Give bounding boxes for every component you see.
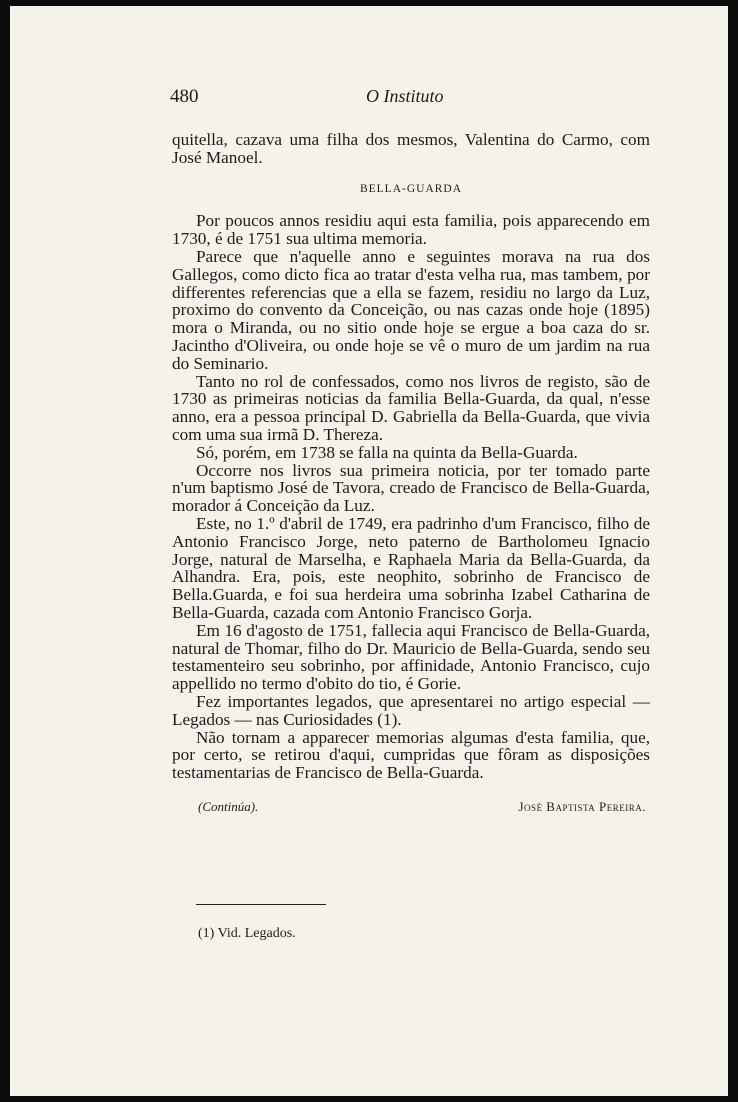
section-heading: BELLA-GUARDA — [359, 182, 463, 195]
body-text — [172, 131, 650, 816]
paragraph: Tanto no rol de confessados, como nos livros de registo, são de 1730 as primeiras noticias da familia Bella-Guarda, da qual, n'esse anno, era a pessoa principal D. Gabriella da Bella-Guarda, que vivia com uma sua irmã D. Thereza. — [172, 371, 650, 444]
paragraph: Occorre nos livros sua primeira noticia, por ter tomado parte n'um baptismo José de Tavora, creado de Francisco de Bella-Guarda, morador á Conceição da Luz. — [172, 460, 650, 516]
paragraph: Não tornam a apparecer memorias algumas d'esta familia, que, por certo, se retirou d'aqui, cumpridas que fôram as disposições testamentarias de Francisco de Bella-Guarda. — [172, 727, 650, 783]
paragraph: Em 16 d'agosto de 1751, fallecia aqui Francisco de Bella-Guarda, natural de Thomar, filho do Dr. Mauricio de Bella-Guarda, sendo seu testamenteiro seu sobrinho, por affinidade, Antonio Francisco, cujo appellido no termo d'obito do tio, é Gorie. — [172, 620, 650, 694]
running-title: O Instituto — [366, 86, 444, 106]
page-header — [170, 86, 640, 112]
intro-paragraph: quitella, cazava uma filha dos mesmos, Valentina do Carmo, com José Manoel. — [172, 130, 650, 167]
footnote-divider — [196, 904, 326, 905]
signature-row — [172, 798, 650, 816]
paragraph: Este, no 1.º d'abril de 1749, era padrinho d'um Francisco, filho de Antonio Francisco Jorge, neto paterno de Bartholomeu Ignacio Jorge, natural de Marselha, e Raphaela Maria da Bella-Guarda, da Alhandra. Era, pois, este neophito, sobrinho de Francisco de Bella.Guarda, e foi sua herdeira uma sobrinha Izabel Catharina de Bella-Guarda, cazada com Antonio Francisco Gorja. — [172, 513, 650, 622]
paragraph: Só, porém, em 1738 se falla na quinta da Bella-Guarda. — [196, 442, 578, 462]
continua-note: (Continúa). — [198, 798, 259, 814]
paragraph: Parece que n'aquelle anno e seguintes morava na rua dos Gallegos, como dicto fica ao tratar d'esta velha rua, mas tambem, por differentes referencias que a ella se fazem, residiu no largo da Luz, proximo do convento da Conceição, ou nas cazas onde hoje (1895) mora o Miranda, ou no sitio onde hoje se ergue a boa caza do sr. Jacintho d'Oliveira, ou onde hoje se vê o muro de um jardim na rua do Seminario. — [172, 246, 650, 373]
paragraph: Por poucos annos residiu aqui esta familia, pois apparecendo em 1730, é de 1751 sua ultima memoria. — [172, 211, 650, 249]
author-signature: José Baptista Pereira. — [518, 798, 646, 814]
footnote: (1) Vid. Legados. — [198, 926, 296, 941]
paragraph: Fez importantes legados, que apresentarei no artigo especial — Legados — nas Curiosidades (1). — [172, 691, 650, 729]
book-page — [10, 6, 728, 1096]
page-number: 480 — [170, 86, 199, 107]
